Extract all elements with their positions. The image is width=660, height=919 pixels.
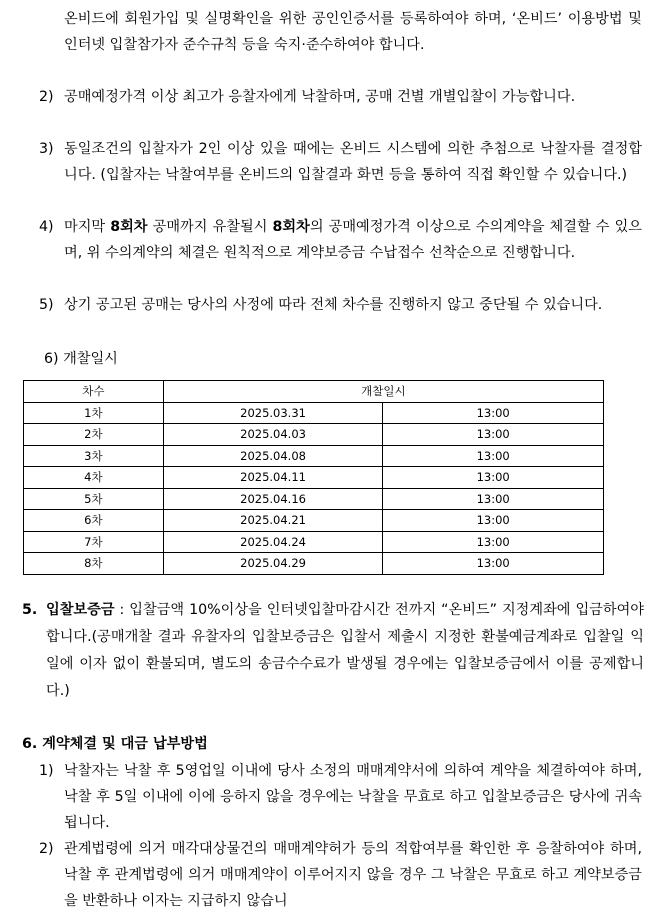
list-item: [39, 292, 642, 318]
round-cell: 3차: [24, 445, 164, 467]
opening-schedule-table: [23, 380, 604, 575]
item-text: 상기 공고된 공매는 당사의 사정에 따라 전체 차수를 진행하지 않고 중단될 수 있습니다.: [64, 297, 603, 313]
round-cell: 2차: [24, 424, 164, 446]
round-emphasis: 8회차: [110, 219, 148, 235]
section-body: : 입찰금액 10%이상을 인터넷입찰마감시간 전까지 “온비드” 지정계좌에 입금하여야 합니다.(공매개찰 결과 유찰자의 입찰보증금은 입찰서 제출시 지정한 환불예금계좌로 입찰일 익일에 이자 없이 환불되며, 별도의 송금수수료가 발생될 경우에는 입찰보증금에서 이를 공제합니다.): [46, 602, 644, 699]
table-row: [24, 467, 604, 489]
table-header-row: [24, 381, 604, 403]
item-text-post: 의 공매예정가격 이상으로 수의계약을 체결할 수 있으며, 위 수의계약의 체결은 원칙적으로 계약보증금 수납접수 선착순으로 진행합니다.: [64, 219, 642, 261]
schedule-label: 6) 개찰일시: [44, 351, 118, 367]
table-row: [24, 553, 604, 575]
table-row: [24, 510, 604, 532]
table-row: [24, 402, 604, 424]
date-cell: 2025.04.16: [163, 488, 383, 510]
section-number: 5.: [22, 602, 38, 618]
time-cell: 13:00: [383, 553, 604, 575]
section-text: [46, 597, 644, 705]
round-emphasis: 8회차: [272, 219, 310, 235]
time-cell: 13:00: [383, 402, 604, 424]
item-number: 3): [39, 141, 54, 157]
item-text: 관계법령에 의거 매각대상물건의 매매계약허가 등의 적합여부를 확인한 후 응찰하여야 하며, 낙찰 후 관계법령에 의거 매매계약이 이루어지지 않을 경우 그 낙찰은 무효로 하고 계약보증금을 반환하나 이자는 지급하지 않습니: [64, 841, 642, 909]
round-cell: 5차: [24, 488, 164, 510]
date-cell: 2025.03.31: [163, 402, 383, 424]
time-cell: 13:00: [383, 510, 604, 532]
round-cell: 7차: [24, 531, 164, 553]
item-text-pre: 마지막: [64, 219, 111, 235]
list-item: [39, 136, 642, 188]
intro-continuation: 온비드에 회원가입 및 실명확인을 위한 공인인증서를 등록하여야 하며, ‘온비드’ 이용방법 및 인터넷 입찰참가자 준수규칙 등을 숙지·준수하여야 합니다.: [64, 11, 642, 53]
list-item: [39, 214, 642, 266]
round-cell: 6차: [24, 510, 164, 532]
item-text: [64, 214, 642, 266]
section-contract-title: 6. 계약체결 및 대금 납부방법: [22, 736, 208, 752]
table-row: [24, 488, 604, 510]
date-cell: 2025.04.24: [163, 531, 383, 553]
table-row: [24, 445, 604, 467]
section-title: 입찰보증금: [46, 602, 115, 618]
time-cell: 13:00: [383, 467, 604, 489]
list-item: [39, 836, 642, 914]
item-number: 1): [39, 763, 54, 779]
section-bid-deposit: [22, 597, 644, 705]
date-cell: 2025.04.29: [163, 553, 383, 575]
item-text: 낙찰자는 낙찰 후 5영업일 이내에 당사 소정의 매매계약서에 의하여 계약을 체결하여야 하며, 낙찰 후 5일 이내에 이에 응하지 않을 경우에는 낙찰을 무효로 하고 입찰보증금은 당사에 귀속됩니다.: [64, 763, 642, 831]
round-cell: 1차: [24, 402, 164, 424]
date-cell: 2025.04.21: [163, 510, 383, 532]
time-cell: 13:00: [383, 488, 604, 510]
item-number: 2): [39, 89, 54, 105]
header-datetime: 개찰일시: [163, 381, 603, 403]
item-number: 2): [39, 841, 54, 857]
item-number: 5): [39, 297, 54, 313]
header-round: 차수: [24, 381, 164, 403]
time-cell: 13:00: [383, 531, 604, 553]
item-text: 공매예정가격 이상 최고가 응찰자에게 낙찰하며, 공매 건별 개별입찰이 가능합니다.: [64, 89, 576, 105]
list-item: [39, 758, 642, 836]
time-cell: 13:00: [383, 445, 604, 467]
item-text-mid: 공매까지 유찰될시: [147, 219, 273, 235]
item-number: 4): [39, 219, 54, 235]
table-row: [24, 424, 604, 446]
item-text: 동일조건의 입찰자가 2인 이상 있을 때에는 온비드 시스템에 의한 추첨으로 낙찰자를 결정합니다. (입찰자는 낙찰여부를 온비드의 입찰결과 화면 등을 통하여 직접 확인할 수 있습니다.): [64, 141, 642, 183]
round-cell: 8차: [24, 553, 164, 575]
list-item: [39, 84, 642, 110]
time-cell: 13:00: [383, 424, 604, 446]
date-cell: 2025.04.11: [163, 467, 383, 489]
table-row: [24, 531, 604, 553]
date-cell: 2025.04.03: [163, 424, 383, 446]
round-cell: 4차: [24, 467, 164, 489]
date-cell: 2025.04.08: [163, 445, 383, 467]
